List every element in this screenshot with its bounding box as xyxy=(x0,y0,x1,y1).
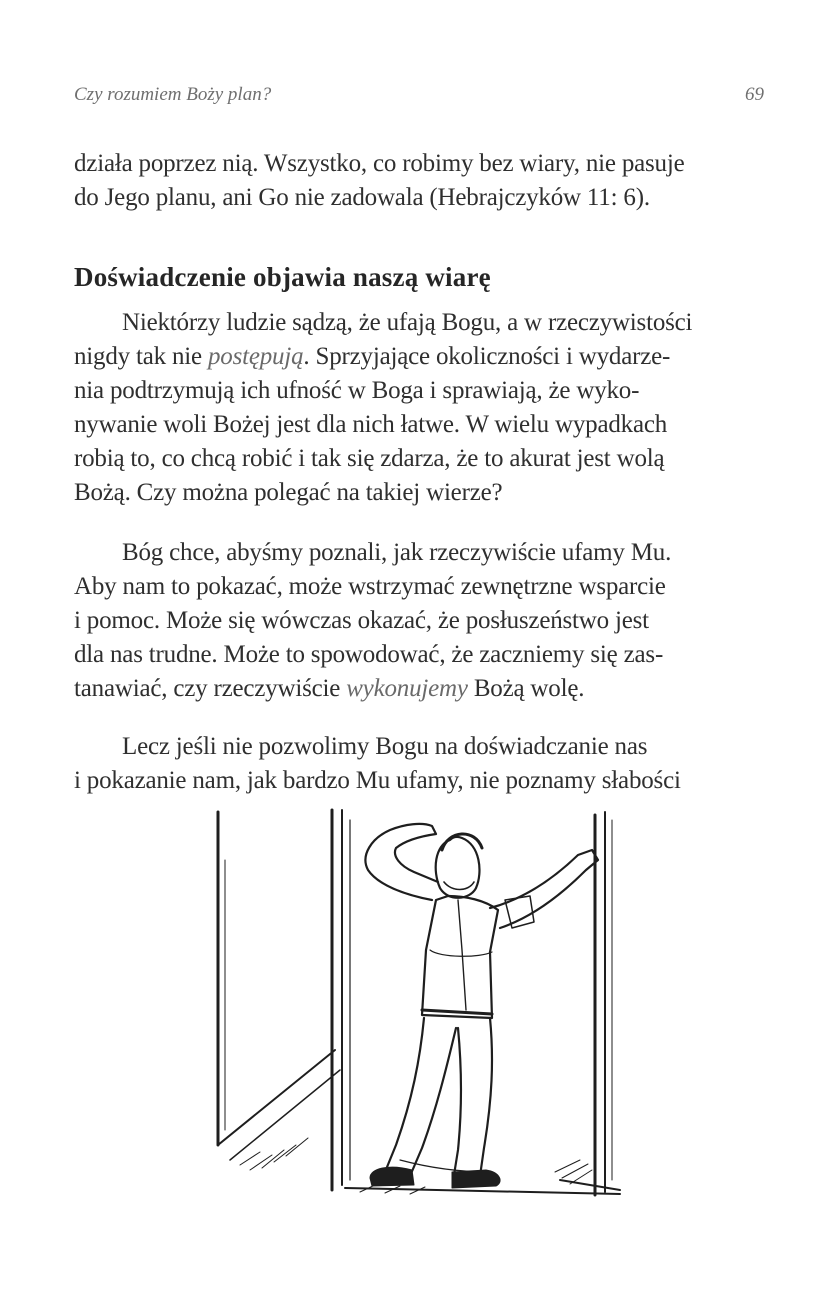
paragraph-1-line-6: Bożą. Czy można polegać na takiej wierze? xyxy=(74,479,503,506)
left-leg xyxy=(385,1018,456,1176)
paragraph-3-line-1: Lecz jeśli nie pozwolimy Bogu na doświadczanie nas xyxy=(122,733,648,760)
right-shoe xyxy=(452,1170,500,1188)
section-heading: Doświadczenie objawia naszą wiarę xyxy=(74,262,491,292)
illustration-man-in-doorway xyxy=(200,800,640,1210)
paragraph-3 xyxy=(74,730,764,798)
right-leg xyxy=(454,1018,492,1176)
paragraph-2-line-1: Bóg chce, abyśmy poznali, jak rzeczywiście ufamy Mu. xyxy=(122,539,672,566)
floor-line xyxy=(218,1050,340,1170)
left-wall-edge xyxy=(218,812,225,1145)
intro-line-1: działa poprzez nią. Wszystko, co robimy bez wiary, nie pasuje xyxy=(74,150,685,177)
paragraph-1-line-5: robią to, co chcą robić i tak się zdarza, że to akurat jest wolą xyxy=(74,445,665,472)
intro-line-2: do Jego planu, ani Go nie zadowala (Hebrajczyków 11: 6). xyxy=(74,184,650,211)
emphasis-wykonujemy: wykonujemy xyxy=(346,675,468,702)
paragraph-1 xyxy=(74,306,764,510)
torso xyxy=(422,896,498,1018)
paragraph-2-line-5-end: Bożą wolę. xyxy=(467,675,585,702)
door-frame-left xyxy=(332,810,350,1190)
paragraph-1-line-4: nywanie woli Bożej jest dla nich łatwe. W wielu wypadkach xyxy=(74,411,668,438)
paragraph-1-line-2 xyxy=(74,340,764,374)
paragraph-2-line-2: Aby nam to pokazać, może wstrzymać zewnętrzne wsparcie xyxy=(74,573,666,600)
running-title: Czy rozumiem Boży plan? xyxy=(74,84,272,105)
paragraph-3-line-2: i pokazanie nam, jak bardzo Mu ufamy, nie poznamy słabości xyxy=(74,767,681,794)
paragraph-2-line-3: i pomoc. Może się wówczas okazać, że posłuszeństwo jest xyxy=(74,607,649,634)
running-head xyxy=(74,84,764,114)
paragraph-1-line-1: Niektórzy ludzie sądzą, że ufają Bogu, a w rzeczywistości xyxy=(122,309,693,336)
paragraph-2-line-5-start: tanawiać, czy rzeczywiście xyxy=(74,675,347,702)
left-shoe xyxy=(370,1167,414,1186)
paragraph-2 xyxy=(74,536,764,706)
page-number: 69 xyxy=(745,84,764,105)
man-figure xyxy=(365,824,598,1188)
extended-arm xyxy=(490,850,598,928)
paragraph-2-line-4: dla nas trudne. Może to spowodować, że zaczniemy się zas- xyxy=(74,641,664,668)
intro-paragraph xyxy=(74,147,764,215)
emphasis-postepuja: postępują xyxy=(207,343,304,370)
paragraph-2-line-5 xyxy=(74,672,764,706)
raised-arm xyxy=(365,824,438,900)
paragraph-1-line-2-end: . Sprzyjające okoliczności i wydarze- xyxy=(303,343,671,370)
paragraph-1-line-2-start: nigdy tak nie xyxy=(74,343,208,370)
paragraph-1-line-3: nia podtrzymują ich ufność w Boga i sprawiają, że wyko- xyxy=(74,377,640,404)
